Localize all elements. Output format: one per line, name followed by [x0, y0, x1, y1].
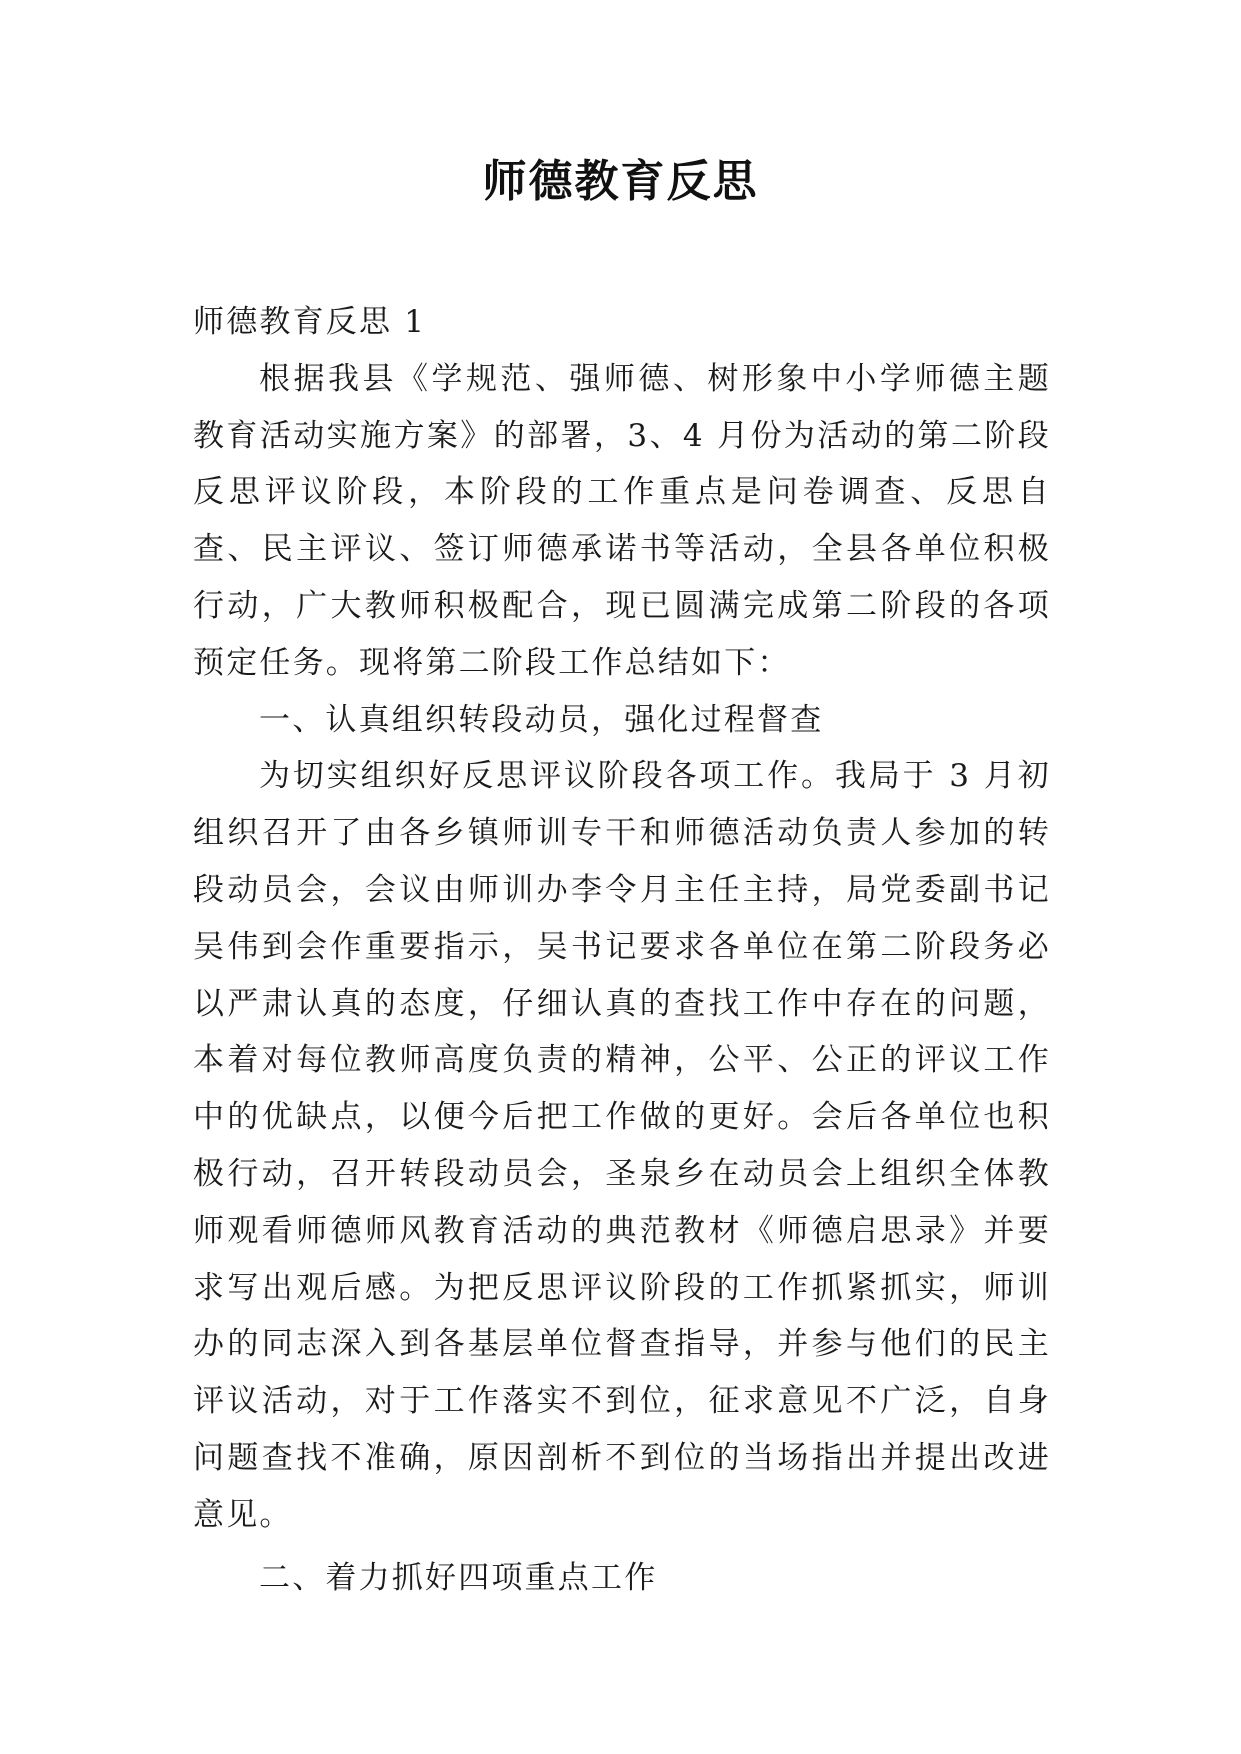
document-title: 师德教育反思	[482, 156, 759, 207]
heading-two: 二、着力抓好四项重点工作	[259, 1559, 658, 1596]
section-label: 师德教育反思 1	[193, 304, 427, 340]
paragraph-section-one: 为切实组织好反思评议阶段各项工作。我局于 3 月初组织召开了由各乡镇师训专干和师德活动负责人参加的转段动员会，会议由师训办李令月主任主持，局党委副书记吴伟到会作重要指示，吴书记要求各单位在第二阶段务必以严肃认真的态度，仔细认真的查找工作中存在的问题，本着对每位教师高度负责的精神，公平、公正的评议工作中的优缺点，以便今后把工作做的更好。会后各单位也积极行动，召开转段动员会，圣泉乡在动员会上组织全体教师观看师德师风教育活动的典范教材《师德启思录》并要求写出观后感。为把反思评议阶段的工作抓紧抓实，师训办的同志深入到各基层单位督查指导，并参与他们的民主评议活动，对于工作落实不到位，征求意见不广泛，自身问题查找不准确，原因剖析不到位的当场指出并提出改进意见。	[193, 758, 1051, 1533]
document-body	[193, 294, 1051, 1606]
paragraph-intro: 根据我县《学规范、强师德、树形象中小学师德主题教育活动实施方案》的部署，3、4 月份为活动的第二阶段反思评议阶段，本阶段的工作重点是问卷调查、反思自查、民主评议、签订师德承诺书等活动，全县各单位积极行动，广大教师积极配合，现已圆满完成第二阶段的各项预定任务。现将第二阶段工作总结如下：	[193, 360, 1051, 681]
heading-one: 一、认真组织转段动员，强化过程督查	[259, 701, 824, 738]
